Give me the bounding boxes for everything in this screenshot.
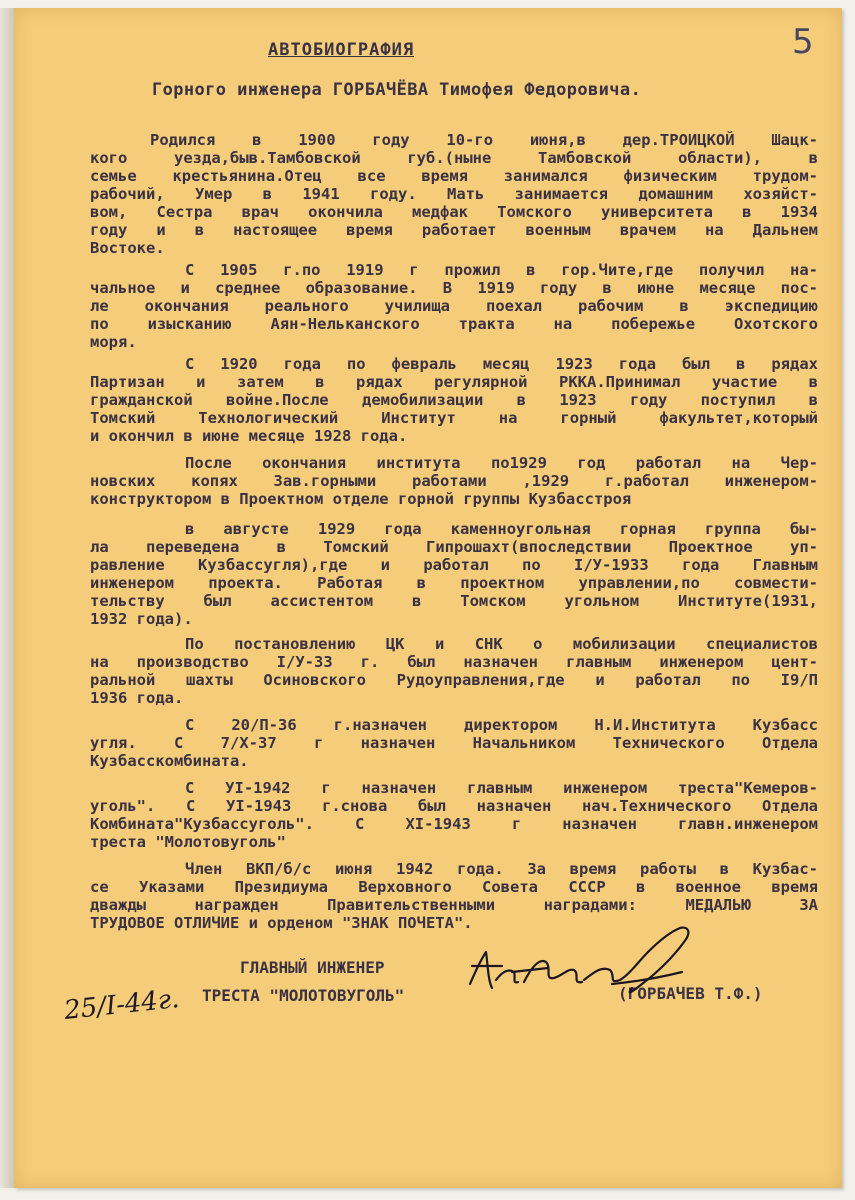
text-line: 1932 года). <box>90 610 193 628</box>
document-title: АВТОБИОГРАФИЯ <box>268 40 415 60</box>
text-line: кого уезда,быв.Тамбовской губ.(ныне Тамбовской области), в <box>90 149 818 167</box>
folder-edge <box>0 8 14 1188</box>
text-line: конструктором в Проектном отделе горной группы Кузбасстроя <box>90 490 632 508</box>
signatory-organization: ТРЕСТА "МОЛОТОВУГОЛЬ" <box>202 986 405 1005</box>
text-line: на производство I/У-33 г. был назначен главным инженером цент- <box>90 653 818 671</box>
text-line: чальное и среднее образование. В 1919 году в июне месяце пос- <box>90 279 818 297</box>
text-line: Томский Технологический Институт на горный факультет,который <box>90 409 818 427</box>
text-line: Востоке. <box>90 239 165 257</box>
signatory-position: ГЛАВНЫЙ ИНЖЕНЕР <box>240 958 385 977</box>
text-line: Комбината"Кузбассуголь". С ХI-1943 г назначен главн.инженером <box>90 815 818 833</box>
text-line: дважды награжден Правительственными наградами: МЕДАЛЬЮ ЗА <box>90 896 818 914</box>
text-line: Родился в 1900 году 10-го июня,в дер.ТРОИЦКОЙ Шацк- <box>150 131 818 149</box>
text-line: гражданской войне.После демобилизации в 1923 году поступил в <box>90 391 818 409</box>
text-line: по изысканию Аян-Нельканского тракта на побережье Охотского <box>90 315 818 333</box>
handwritten-date: 25/I-44г. <box>62 984 181 1026</box>
text-line: и окончил в июне месяце 1928 года. <box>90 427 408 445</box>
text-line: вом, Сестра врач окончила медфак Томского университета в 1934 <box>90 203 818 221</box>
text-line: ТРУДОВОЕ ОТЛИЧИЕ и орденом "ЗНАК ПОЧЕТА". <box>90 914 473 932</box>
text-line: Член ВКП/б/с июня 1942 года. За время работы в Кузбас- <box>185 860 818 878</box>
text-line: Партизан и затем в рядах регулярной РККА.Принимал участие в <box>90 373 818 391</box>
text-line: рабочий, Умер в 1941 году. Мать занимается домашним хозяйст- <box>90 185 818 203</box>
text-line: С 1920 года по февраль месяц 1923 года был в рядах <box>185 355 818 373</box>
document-subtitle: Горного инженера ГОРБАЧЁВА Тимофея Федоровича. <box>152 80 642 100</box>
text-line: уголь". С УI-1943 г.снова был назначен нач.Технического Отдела <box>90 797 818 815</box>
text-line: С УI-1942 г назначен главным инженером треста"Кемеров- <box>185 779 818 797</box>
page-number: 5 <box>792 22 814 62</box>
text-line: ла переведена в Томский Гипрошахт(впоследствии Проектное уп- <box>90 538 818 556</box>
signatory-name: (ГОРБАЧЕВ Т.Ф.) <box>618 984 763 1003</box>
text-line: семье крестьянина.Отец все время занимался физическим трудом- <box>90 167 818 185</box>
text-line: новских копях Зав.горными работами ,1929 г.работал инженером- <box>90 472 818 490</box>
text-line: По постановлению ЦК и СНК о мобилизации специалистов <box>185 635 818 653</box>
text-line: в августе 1929 года каменноугольная горная группа бы- <box>185 520 818 538</box>
text-line: треста "Молотовуголь" <box>90 833 286 851</box>
text-line: инженером проекта. Работая в проектном управлении,по совмести- <box>90 574 818 592</box>
text-line: тельству был ассистентом в Томском угольном Институте(1931, <box>90 592 818 610</box>
text-line: 1936 года. <box>90 689 184 707</box>
handwritten-signature <box>462 922 697 1002</box>
text-line: ральной шахты Осиновского Рудоуправления,где и работал по I9/П <box>90 671 818 689</box>
text-line: году и в настоящее время работает военным врачем на Дальнем <box>90 221 818 239</box>
text-line: моря. <box>90 333 137 351</box>
text-line: ле окончания реального училища поехал рабочим в экспедицию <box>90 297 818 315</box>
text-line: Кузбасскомбината. <box>90 752 249 770</box>
text-line: С 1905 г.по 1919 г прожил в гор.Чите,где получил на- <box>185 261 818 279</box>
text-line: равление Кузбассугля),где и работал по I/У-1933 года Главным <box>90 556 818 574</box>
text-line: После окончания института по1929 год работал на Чер- <box>185 454 818 472</box>
text-line: С 20/П-36 г.назначен директором Н.И.Института Кузбасс <box>185 716 818 734</box>
text-line: угля. С 7/Х-37 г назначен Начальником Технического Отдела <box>90 734 818 752</box>
text-line: се Указами Президиума Верховного Совета СССР в военное время <box>90 878 818 896</box>
